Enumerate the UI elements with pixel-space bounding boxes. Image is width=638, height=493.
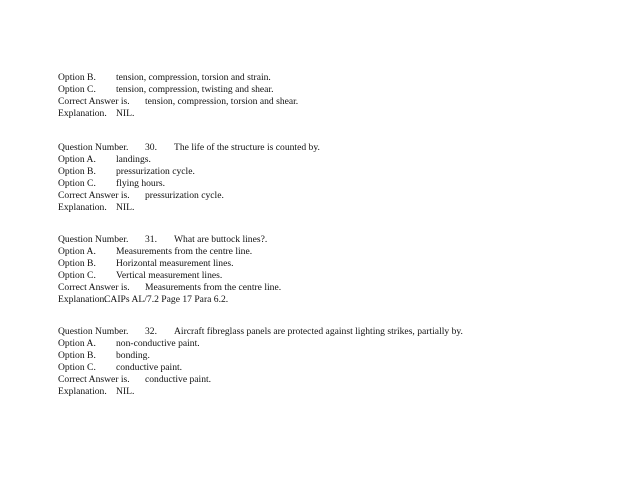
explanation-line bbox=[58, 294, 228, 306]
question-line bbox=[58, 142, 320, 154]
option-label: Option B. bbox=[58, 72, 96, 83]
correct-answer-line bbox=[58, 374, 211, 386]
answer-text: conductive paint. bbox=[145, 374, 212, 385]
option-a-line bbox=[58, 338, 200, 350]
option-text: flying hours. bbox=[116, 178, 166, 189]
option-label: Option B. bbox=[58, 350, 96, 361]
option-b-line bbox=[58, 166, 195, 178]
explanation-label: Explanation. bbox=[58, 294, 107, 305]
option-text: pressurization cycle. bbox=[116, 166, 195, 177]
option-label: Option C. bbox=[58, 178, 96, 189]
answer-label: Correct Answer is. bbox=[58, 190, 130, 201]
option-label: Option B. bbox=[58, 258, 96, 269]
option-text: Measurements from the centre line. bbox=[116, 246, 253, 257]
answer-text: pressurization cycle. bbox=[145, 190, 224, 201]
explanation-line bbox=[58, 108, 134, 120]
option-b-line bbox=[58, 350, 150, 362]
option-label: Option C. bbox=[58, 270, 96, 281]
explanation-label: Explanation. bbox=[58, 108, 107, 119]
correct-answer-line bbox=[58, 282, 281, 294]
answer-label: Correct Answer is. bbox=[58, 282, 130, 293]
option-label: Option A. bbox=[58, 338, 96, 349]
question-line bbox=[58, 234, 267, 246]
question-text: What are buttock lines?. bbox=[174, 234, 268, 245]
option-c-line bbox=[58, 270, 222, 282]
option-text: conductive paint. bbox=[116, 362, 183, 373]
option-text: tension, compression, torsion and strain. bbox=[116, 72, 271, 83]
answer-label: Correct Answer is. bbox=[58, 96, 130, 107]
explanation-label: Explanation. bbox=[58, 202, 107, 213]
option-label: Option B. bbox=[58, 166, 96, 177]
question-line bbox=[58, 326, 463, 338]
option-text: Vertical measurement lines. bbox=[116, 270, 223, 281]
option-label: Option C. bbox=[58, 84, 96, 95]
answer-text: tension, compression, torsion and shear. bbox=[145, 96, 299, 107]
option-text: bonding. bbox=[116, 350, 150, 361]
option-a-line bbox=[58, 154, 151, 166]
question-number: 31. bbox=[145, 234, 157, 245]
explanation-text: NIL. bbox=[116, 202, 135, 213]
explanation-line bbox=[58, 386, 134, 398]
option-label: Option C. bbox=[58, 362, 96, 373]
option-c-line bbox=[58, 84, 273, 96]
option-text: Horizontal measurement lines. bbox=[116, 258, 234, 269]
question-label: Question Number. bbox=[58, 326, 129, 337]
answer-label: Correct Answer is. bbox=[58, 374, 130, 385]
question-text: The life of the structure is counted by. bbox=[174, 142, 320, 153]
option-label: Option A. bbox=[58, 246, 96, 257]
answer-text: Measurements from the centre line. bbox=[145, 282, 282, 293]
correct-answer-line bbox=[58, 190, 224, 202]
explanation-text: CAIPs AL/7.2 Page 17 Para 6.2. bbox=[104, 294, 229, 305]
correct-answer-line bbox=[58, 96, 298, 108]
explanation-text: NIL. bbox=[116, 108, 135, 119]
question-label: Question Number. bbox=[58, 142, 129, 153]
question-text: Aircraft fibreglass panels are protected against lighting strikes, partially by. bbox=[174, 326, 463, 337]
explanation-label: Explanation. bbox=[58, 386, 107, 397]
explanation-line bbox=[58, 202, 134, 214]
option-a-line bbox=[58, 246, 252, 258]
option-text: landings. bbox=[116, 154, 151, 165]
option-c-line bbox=[58, 178, 165, 190]
explanation-text: NIL. bbox=[116, 386, 135, 397]
option-text: non-conductive paint. bbox=[116, 338, 200, 349]
question-number: 30. bbox=[145, 142, 157, 153]
question-number: 32. bbox=[145, 326, 157, 337]
question-label: Question Number. bbox=[58, 234, 129, 245]
option-c-line bbox=[58, 362, 182, 374]
option-b-line bbox=[58, 72, 271, 84]
option-text: tension, compression, twisting and shear. bbox=[116, 84, 274, 95]
option-label: Option A. bbox=[58, 154, 96, 165]
option-b-line bbox=[58, 258, 234, 270]
